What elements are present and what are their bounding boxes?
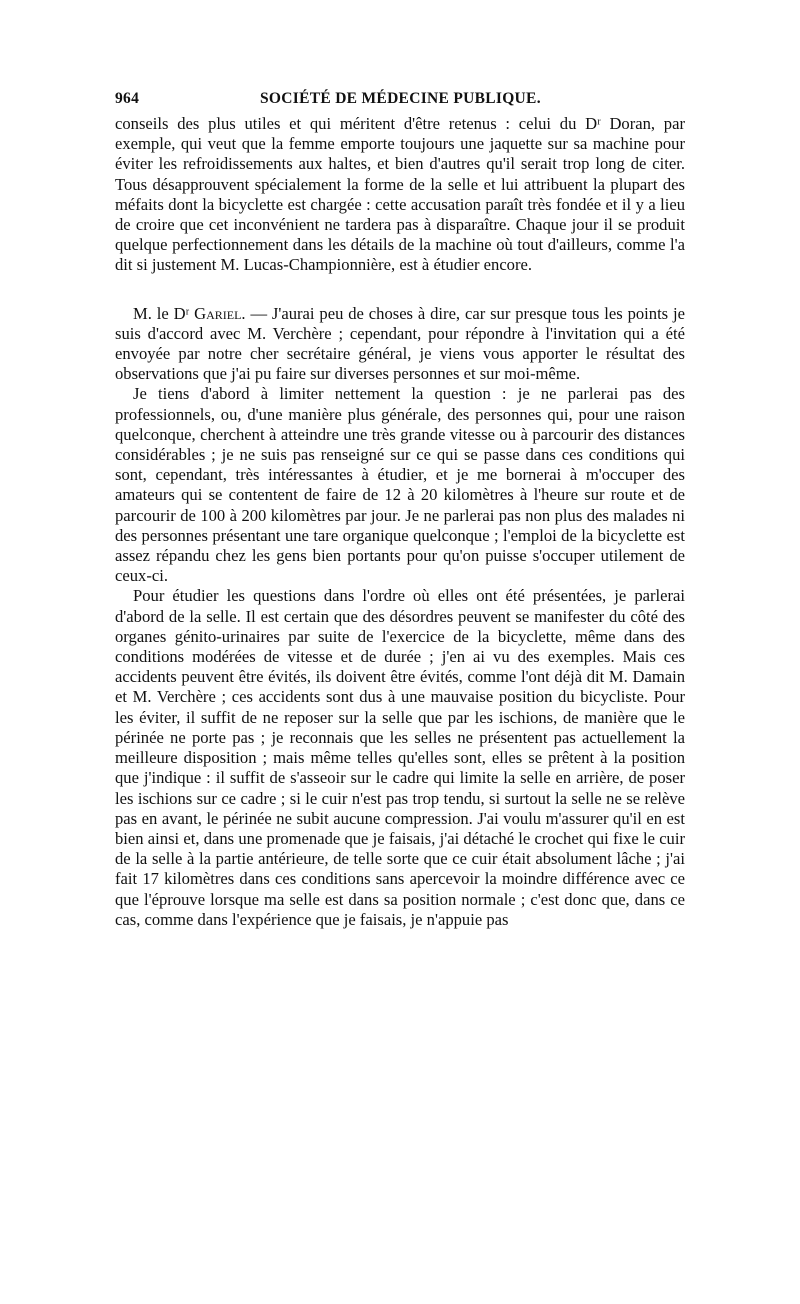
- paragraph-saddle: Pour étudier les questions dans l'ordre où elles ont été présentées, je parlerai d'abord de la selle. Il est certain que des désordres peuvent se manifester du côté des organes génito-urinaires par suite de l'exercice de la bicyclette, même dans des conditions modérées de vitesse et de durée ; j'en ai vu des exemples. Mais ces accidents peuvent être évités, ils doivent être évités, comme l'ont déjà dit M. Damain et M. Verchère ; ces accidents sont dus à une mauvaise position du bicycliste. Pour les éviter, il suffit de ne reposer sur la selle que par les ischions, de manière que le périnée ne porte pas ; je reconnais que les selles ne présentent pas actuellement la meilleure disposition ; mais même telles qu'elles sont, elles se prêtent à la position que j'indique : il suffit de s'asseoir sur le cadre qui limite la selle en arrière, de poser les ischions sur ce cadre ; si le cuir n'est pas trop tendu, si surtout la selle ne se relève pas en avant, le périnée ne subit aucune compression. J'ai voulu m'assurer qu'il en est bien ainsi et, dans une promenade que je faisais, j'ai détaché le crochet qui fixe le cuir de la selle à la partie antérieure, de telle sorte que ce cuir était absolument lâche ; j'ai fait 17 kilomètres dans ces conditions sans apercevoir la moindre différence avec ce que l'éprouve lorsque ma selle est dans sa position normale ; c'est donc que, dans ce cas, comme dans l'expérience que je faisais, je n'appuie pas: [115, 586, 685, 929]
- paragraph-continuation: conseils des plus utiles et qui méritent d'être retenus : celui du Dʳ Doran, par exemple, qui veut que la femme emporte toujours une jaquette sur sa machine pour éviter les refroidissements aux haltes, et bien d'autres qu'il serait trop long de citer. Tous désapprouvent spécialement la forme de la selle et lui attribuent la plupart des méfaits dont la bicyclette est chargée : cette accusation paraît très fondée et il y a lieu de croire que cet inconvénient ne tardera pas à disparaître. Chaque jour il se produit quelque perfectionnement dans les détails de la machine où tout d'ailleurs, comme l'a dit si justement M. Lucas-Championnière, est à étudier encore.: [115, 114, 685, 275]
- running-head: SOCIÉTÉ DE MÉDECINE PUBLIQUE.: [260, 90, 541, 107]
- paragraph-limit-question: Je tiens d'abord à limiter nettement la question : je ne parlerai pas des professionnels, ou, d'une manière plus générale, des personnes qui, pour une raison quelconque, cherchent à atteindre une très grande vitesse ou à parcourir des distances considérables ; je ne suis pas renseigné sur ce qui se passe dans ces conditions qui sont, cependant, très intéressantes à étudier, et je me bornerai à m'occuper des amateurs qui se contentent de faire de 12 à 20 kilomètres à l'heure sur route et de parcourir de 100 à 200 kilomètres par jour. Je ne parlerai pas non plus des malades ni des personnes présentant une tare organique quelconque ; l'emploi de la bicyclette est assez répandu chez les gens bien portants pour qu'on puisse s'occuper utilement de ceux-ci.: [115, 384, 685, 586]
- page-number: 964: [115, 90, 140, 107]
- page-header: [115, 90, 685, 114]
- paragraph-gariel-text: . — J'aurai peu de choses à dire, car sur presque tous les points je suis d'accord avec M. Verchère ; cependant, pour répondre à l'invitation qui a été envoyée par notre cher secrétaire général, je viens vous apporter le résultat des observations que j'ai pu faire sur diverses personnes et sur moi-même.: [115, 303, 685, 384]
- speaker-name: Gariel: [194, 303, 242, 323]
- paragraph-gariel-intro: [115, 304, 685, 385]
- body-text: [115, 114, 685, 930]
- speaker-prefix: M. le Dʳ: [133, 303, 195, 323]
- book-page: [115, 90, 685, 930]
